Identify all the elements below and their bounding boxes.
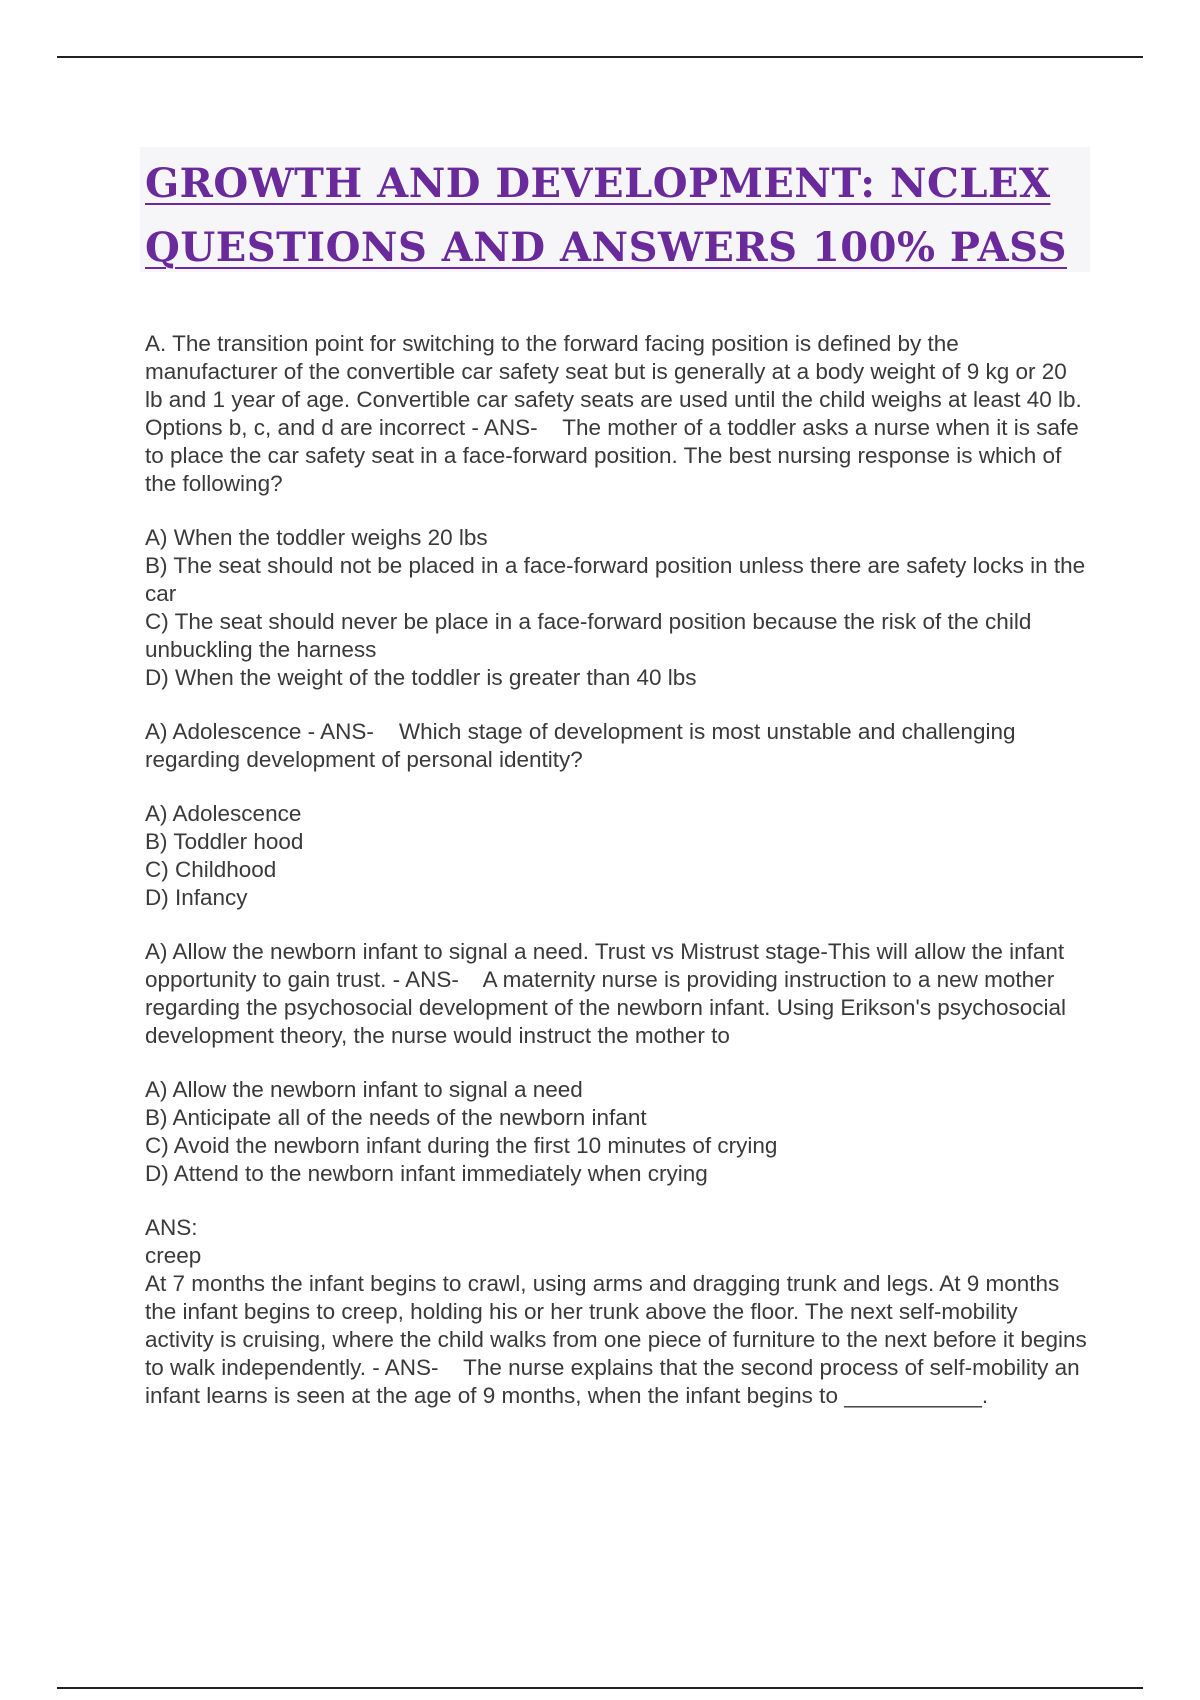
option-item: C) Avoid the newborn infant during the first 10 minutes of crying [145,1133,778,1158]
option-list [145,524,1090,692]
option-list [145,800,1090,912]
option-item: B) Anticipate all of the needs of the newborn infant [145,1105,647,1130]
header-rule [57,56,1143,58]
option-item: C) Childhood [145,857,277,882]
option-item: A) Allow the newborn infant to signal a need [145,1077,583,1102]
option-item: A) When the toddler weighs 20 lbs [145,525,488,550]
option-item: A) Adolescence [145,801,302,826]
document-body [145,330,1090,1436]
answer-question-paragraph: A. The transition point for switching to the forward facing position is defined by the manufacturer of the convertible car safety seat but is generally at a body weight of 9 kg or 20 lb and 1 year of age. Convertible car safety seats are used until the child weighs at least 40 lb. Options b, c, and d are incorrect - ANS- The mother of a toddler asks a nurse when it is safe to place the car safety seat in a face-forward position. The best nursing response is which of the following? [145,331,1089,496]
option-list [145,1076,1090,1188]
answer-question-paragraph: A) Adolescence - ANS- Which stage of development is most unstable and challenging regarding development of personal identity? [145,719,1022,772]
option-item: B) The seat should not be placed in a face-forward position unless there are safety locks in the car [145,553,1086,606]
option-item: B) Toddler hood [145,829,304,854]
footer-rule [57,1687,1143,1689]
title-line-2: QUESTIONS AND ANSWERS 100% PASS [145,224,1067,271]
option-item: D) Infancy [145,885,248,910]
document-title [145,152,1085,280]
answer-question-paragraph: ANS: creep At 7 months the infant begins to crawl, using arms and dragging trunk and legs. At 9 months the infant begins to creep, holding his or her trunk above the floor. The next self-mobility activity is cruising, where the child walks from one piece of furniture to the next before it begins to walk independently. - ANS- The nurse explains that the second process of self-mobility an infant learns is seen at the age of 9 months, when the infant begins to ___________. [145,1215,1087,1408]
title-line-1: GROWTH AND DEVELOPMENT: NCLEX [145,160,1051,207]
option-item: C) The seat should never be place in a face-forward position because the risk of the child unbuckling the harness [145,609,1032,662]
answer-question-paragraph: A) Allow the newborn infant to signal a need. Trust vs Mistrust stage-This will allow the infant opportunity to gain trust. - ANS- A maternity nurse is providing instruction to a new mother regarding the psychosocial development of the newborn infant. Using Erikson's psychosocial development theory, the nurse would instruct the mother to [145,939,1073,1048]
option-item: D) Attend to the newborn infant immediately when crying [145,1161,708,1186]
option-item: D) When the weight of the toddler is greater than 40 lbs [145,665,697,690]
